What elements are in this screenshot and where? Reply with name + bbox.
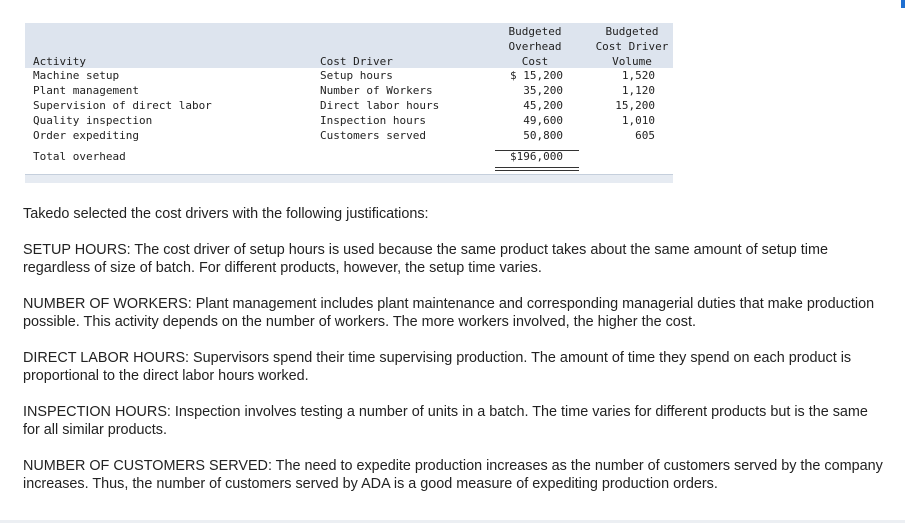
header-cost-driver: Cost Driver — [320, 55, 393, 68]
row-driver: Number of Workers — [320, 84, 433, 97]
row-driver: Inspection hours — [320, 114, 426, 127]
header-activity: Activity — [33, 55, 86, 68]
row-cost: 35,200 — [523, 84, 563, 97]
overhead-table — [25, 23, 673, 182]
paragraph-inspection-hours: INSPECTION HOURS: Inspection involves testing a number of units in a batch. The time varies for different products but is the same for all similar products. — [23, 404, 868, 438]
row-activity: Order expediting — [33, 129, 139, 142]
row-volume: 605 — [635, 129, 655, 142]
row-driver: Setup hours — [320, 69, 393, 82]
header-overhead-line2: Overhead — [508, 40, 562, 53]
header-volume-line1: Budgeted — [605, 25, 659, 38]
row-volume: 1,010 — [621, 114, 655, 127]
row-driver: Direct labor hours — [320, 99, 440, 112]
row-cost: 45,200 — [523, 99, 563, 112]
header-volume-line2: Cost Driver — [595, 40, 669, 53]
row-volume: 15,200 — [615, 99, 655, 112]
row-cost: $ 15,200 — [510, 69, 563, 82]
paragraph-setup-hours: SETUP HOURS: The cost driver of setup hours is used because the same product takes about the same amount of setup time regardless of size of batch. For different products, however, the setup time varies. — [23, 242, 828, 276]
header-overhead-line3: Cost — [521, 55, 549, 68]
intro-paragraph: Takedo selected the cost drivers with the following justifications: — [23, 206, 429, 222]
paragraph-direct-labor-hours: DIRECT LABOR HOURS: Supervisors spend their time supervising production. The amount of time they spend on each product is proportional to the direct labor hours worked. — [23, 350, 852, 384]
paragraph-customers-served: NUMBER OF CUSTOMERS SERVED: The need to expedite production increases as the number of customers served by the company increases. Thus, the number of customers served by ADA is a good measure of expediting production orders. — [23, 458, 883, 492]
row-volume: 1,120 — [621, 84, 655, 97]
header-volume-line3: Volume — [612, 55, 652, 68]
total-double-rule — [495, 167, 579, 171]
row-driver: Customers served — [320, 129, 426, 142]
row-volume: 1,520 — [621, 69, 655, 82]
table-footer-band — [25, 174, 673, 183]
total-cost: $196,000 — [510, 150, 563, 163]
scrollbar-indicator[interactable] — [901, 0, 905, 8]
row-cost: 50,800 — [523, 129, 563, 142]
row-activity: Supervision of direct labor — [33, 99, 212, 112]
total-label: Total overhead — [33, 150, 126, 163]
header-overhead-line1: Budgeted — [508, 25, 562, 38]
row-cost: 49,600 — [523, 114, 563, 127]
row-activity: Machine setup — [33, 69, 120, 82]
paragraph-number-of-workers: NUMBER OF WORKERS: Plant management includes plant maintenance and corresponding managerial duties that make production possible. This activity depends on the number of workers. The more workers involved, the higher the cost. — [23, 296, 875, 330]
justifications-text — [23, 205, 883, 511]
row-activity: Plant management — [33, 84, 139, 97]
row-activity: Quality inspection — [33, 114, 153, 127]
